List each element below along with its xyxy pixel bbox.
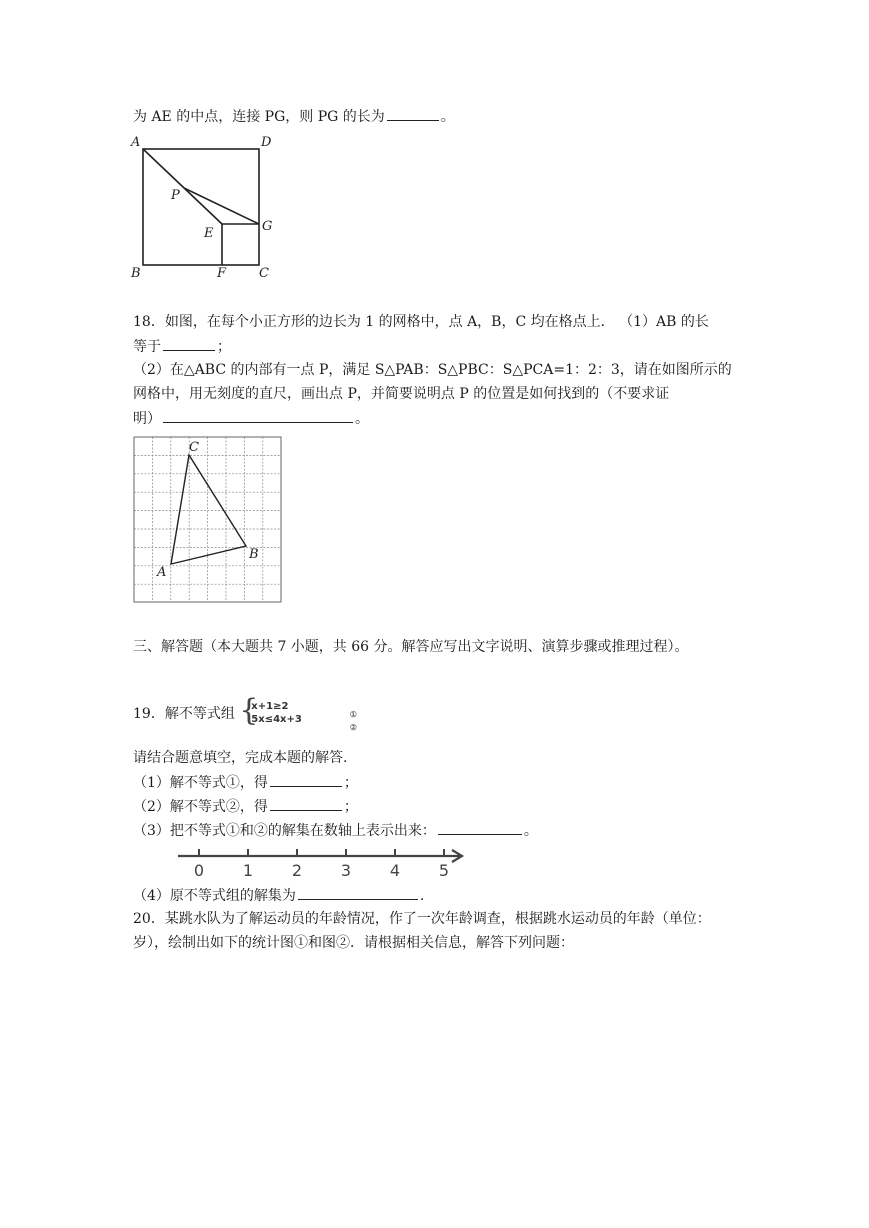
q19-step4: （4）原不等式组的解集为 . — [133, 885, 424, 906]
step3-answer-blank[interactable] — [438, 820, 522, 835]
q20-line1: 20．某跳水队为了解运动员的年龄情况，作了一次年龄调查，根据跳水运动员的年龄（单位： — [133, 911, 711, 927]
q19-step2: （2）解不等式②，得 ； — [133, 796, 358, 817]
q18-grid-figure — [133, 436, 283, 604]
q19-step1: （1）解不等式①，得 ； — [133, 772, 358, 793]
label-C: C — [259, 266, 269, 281]
label-G: G — [262, 219, 273, 234]
label-A: A — [131, 135, 141, 150]
number-line-label: 5 — [438, 861, 450, 880]
inequality-1: x+1≥2 — [251, 701, 289, 712]
label-D: D — [261, 135, 272, 150]
q18-line1: 18．如图，在每个小正方形的边长为 1 的网格中，点 A，B，C 均在格点上． （1）AB 的长 — [133, 314, 709, 330]
number-line — [172, 846, 472, 882]
mark-1: ① — [349, 709, 357, 719]
label-A: A — [157, 565, 167, 580]
step4-answer-blank[interactable] — [298, 885, 418, 900]
q19-step3: （3）把不等式①和②的解集在数轴上表示出来： 。 — [133, 820, 538, 841]
label-C: C — [189, 440, 199, 455]
step2-answer-blank[interactable] — [270, 796, 342, 811]
q18-ab-length-blank[interactable] — [163, 336, 215, 351]
q17-answer-blank[interactable] — [387, 106, 439, 121]
number-line-label: 3 — [340, 861, 352, 880]
label-B: B — [249, 547, 259, 562]
q19-instruction: 请结合题意填空，完成本题的解答. — [133, 750, 348, 766]
q19-title-line: 19．解不等式组 { x+1≥2 5x≤4x+3 ① ② — [133, 700, 364, 728]
inequality-system — [239, 693, 331, 728]
q18-line3: （2）在△ABC 的内部有一点 P，满足 S△PAB：S△PBC：S△PCA=1：2：3，请在如图所示的 — [133, 362, 732, 378]
number-line-label: 1 — [242, 861, 254, 880]
number-line-label: 0 — [193, 861, 205, 880]
label-B: B — [131, 266, 141, 281]
inequality-marks — [349, 700, 364, 732]
q18-line4: 网格中，用无刻度的直尺，画出点 P，并简要说明点 P 的位置是如何找到的（不要求证 — [133, 386, 670, 402]
q20-line2: 岁），绘制出如下的统计图①和图②．请根据相关信息，解答下列问题： — [133, 935, 574, 951]
brace-icon: { — [239, 693, 259, 728]
step1-answer-blank[interactable] — [270, 772, 342, 787]
q18-explanation-blank[interactable] — [163, 408, 353, 423]
mark-2: ② — [349, 722, 357, 732]
section3-title: 三、解答题（本大题共 7 小题，共 66 分。解答应写出文字说明、演算步骤或推理过程）。 — [133, 639, 689, 655]
q18-line2: 等于 ； — [133, 336, 231, 357]
inequality-2: 5x≤4x+3 — [251, 714, 302, 725]
number-line-label: 4 — [389, 861, 401, 880]
label-F: F — [217, 266, 227, 281]
label-P: P — [171, 188, 180, 203]
number-line-label: 2 — [291, 861, 303, 880]
q17-figure — [128, 130, 278, 282]
q17-text: 为 AE 的中点，连接 PG，则 PG 的长为 。 — [133, 106, 455, 127]
label-E: E — [204, 226, 214, 241]
q18-line5: 明） 。 — [133, 408, 369, 429]
